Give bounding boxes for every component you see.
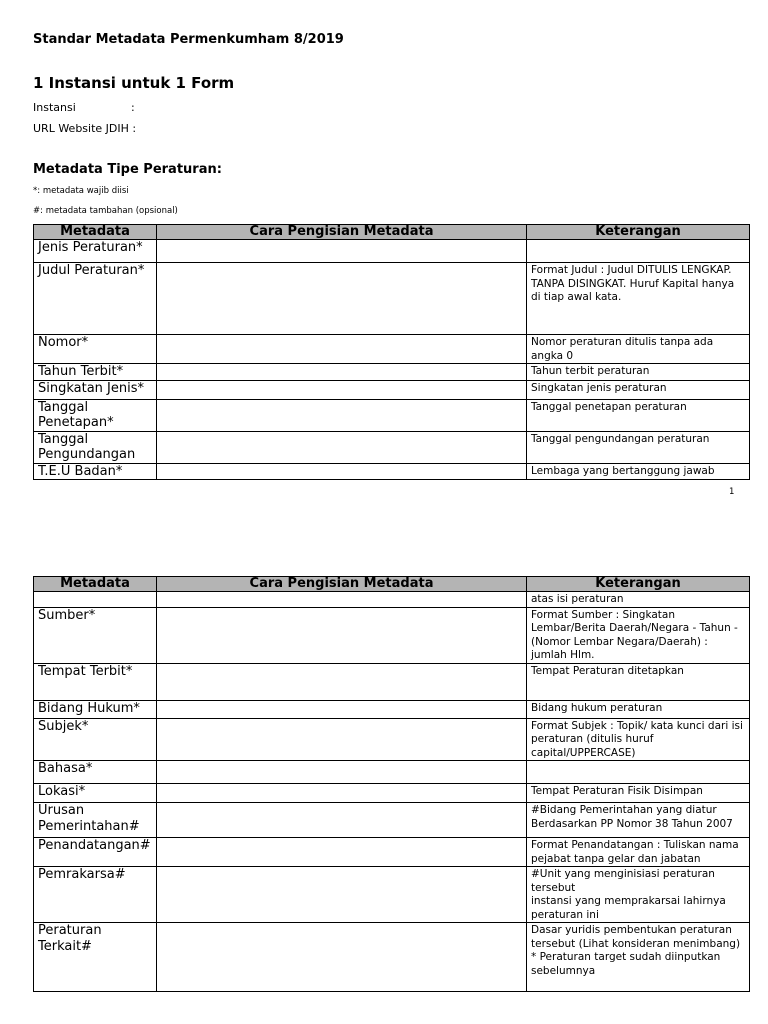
table-row <box>34 240 750 263</box>
keterangan-cell: Lembaga yang bertanggung jawab <box>527 463 750 480</box>
cara-pengisian-cell[interactable] <box>157 399 527 431</box>
keterangan-cell: Tempat Peraturan Fisik Disimpan <box>527 784 750 803</box>
metadata-cell: Nomor* <box>34 335 157 364</box>
metadata-cell: Pemrakarsa# <box>34 867 157 923</box>
url-field <box>33 122 136 135</box>
url-label: URL Website JDIH <box>33 122 129 135</box>
keterangan-cell: Tahun terbit peraturan <box>527 364 750 381</box>
table-header-row <box>34 225 750 240</box>
table-header-row <box>34 577 750 592</box>
keterangan-cell: Tempat Peraturan ditetapkan <box>527 663 750 700</box>
metadata-cell: Peraturan Terkait# <box>34 923 157 992</box>
header-metadata: Metadata <box>34 577 157 592</box>
metadata-cell: Bahasa* <box>34 761 157 784</box>
url-separator: : <box>132 122 137 135</box>
cara-pengisian-cell[interactable] <box>157 463 527 480</box>
header-cara-pengisian: Cara Pengisian Metadata <box>157 577 527 592</box>
metadata-cell: Tahun Terbit* <box>34 364 157 381</box>
section-title: 1 Instansi untuk 1 Form <box>33 74 235 92</box>
header-metadata: Metadata <box>34 225 157 240</box>
cara-pengisian-cell[interactable] <box>157 838 527 867</box>
table-row <box>34 399 750 431</box>
metadata-cell: Tanggal Pengundangan <box>34 431 157 463</box>
table-row <box>34 592 750 608</box>
header-cara-pengisian: Cara Pengisian Metadata <box>157 225 527 240</box>
keterangan-cell: Format Judul : Judul DITULIS LENGKAP. TANPA DISINGKAT. Huruf Kapital hanya di tiap awal kata. <box>527 263 750 335</box>
keterangan-cell: #Unit yang menginisiasi peraturan tersebut instansi yang memprakarsai lahirnya peraturan ini <box>527 867 750 923</box>
metadata-cell: Tempat Terbit* <box>34 663 157 700</box>
cara-pengisian-cell[interactable] <box>157 380 527 399</box>
keterangan-cell: Format Sumber : Singkatan Lembar/Berita Daerah/Negara - Tahun - (Nomor Lembar Negara/Daerah) : jumlah Hlm. <box>527 607 750 663</box>
table-row <box>34 431 750 463</box>
metadata-table-page2 <box>33 576 750 992</box>
metadata-cell: T.E.U Badan* <box>34 463 157 480</box>
table-row <box>34 380 750 399</box>
cara-pengisian-cell[interactable] <box>157 364 527 381</box>
metadata-cell: Singkatan Jenis* <box>34 380 157 399</box>
keterangan-cell: Format Subjek : Topik/ kata kunci dari isi peraturan (ditulis huruf capital/UPPERCASE) <box>527 718 750 761</box>
header-keterangan: Keterangan <box>527 577 750 592</box>
cara-pengisian-cell[interactable] <box>157 263 527 335</box>
note-optional: #: metadata tambahan (opsional) <box>33 206 178 216</box>
keterangan-cell: Nomor peraturan ditulis tanpa ada angka 0 <box>527 335 750 364</box>
table-row <box>34 718 750 761</box>
table-row <box>34 867 750 923</box>
keterangan-cell: Tanggal penetapan peraturan <box>527 399 750 431</box>
subsection-title: Metadata Tipe Peraturan: <box>33 162 222 177</box>
table-row <box>34 463 750 480</box>
metadata-cell: Penandatangan# <box>34 838 157 867</box>
cara-pengisian-cell[interactable] <box>157 784 527 803</box>
cara-pengisian-cell[interactable] <box>157 923 527 992</box>
table-row <box>34 607 750 663</box>
document-title: Standar Metadata Permenkumham 8/2019 <box>33 32 344 47</box>
table-row <box>34 803 750 838</box>
cara-pengisian-cell[interactable] <box>157 431 527 463</box>
cara-pengisian-cell[interactable] <box>157 761 527 784</box>
table-row <box>34 838 750 867</box>
instansi-label: Instansi <box>33 101 76 114</box>
cara-pengisian-cell[interactable] <box>157 335 527 364</box>
instansi-field <box>33 101 135 114</box>
header-keterangan: Keterangan <box>527 225 750 240</box>
keterangan-cell <box>527 240 750 263</box>
keterangan-cell: Tanggal pengundangan peraturan <box>527 431 750 463</box>
metadata-cell: Jenis Peraturan* <box>34 240 157 263</box>
cara-pengisian-cell[interactable] <box>157 867 527 923</box>
table-row <box>34 663 750 700</box>
instansi-separator: : <box>131 101 135 114</box>
keterangan-cell <box>527 761 750 784</box>
cara-pengisian-cell[interactable] <box>157 700 527 718</box>
metadata-cell <box>34 592 157 608</box>
table-row <box>34 761 750 784</box>
keterangan-cell: Dasar yuridis pembentukan peraturan tersebut (Lihat konsideran menimbang) * Peraturan target sudah diinputkan sebelumnya <box>527 923 750 992</box>
metadata-cell: Tanggal Penetapan* <box>34 399 157 431</box>
metadata-cell: Sumber* <box>34 607 157 663</box>
cara-pengisian-cell[interactable] <box>157 607 527 663</box>
page-number: 1 <box>729 487 735 497</box>
cara-pengisian-cell[interactable] <box>157 240 527 263</box>
table-row <box>34 700 750 718</box>
metadata-cell: Urusan Pemerintahan# <box>34 803 157 838</box>
table-row <box>34 335 750 364</box>
metadata-cell: Judul Peraturan* <box>34 263 157 335</box>
metadata-table-page1 <box>33 224 750 480</box>
keterangan-cell: Singkatan jenis peraturan <box>527 380 750 399</box>
keterangan-cell: Bidang hukum peraturan <box>527 700 750 718</box>
table-row <box>34 263 750 335</box>
keterangan-cell: #Bidang Pemerintahan yang diatur Berdasarkan PP Nomor 38 Tahun 2007 <box>527 803 750 838</box>
table-row <box>34 784 750 803</box>
cara-pengisian-cell[interactable] <box>157 718 527 761</box>
table-row <box>34 923 750 992</box>
metadata-cell: Lokasi* <box>34 784 157 803</box>
metadata-cell: Subjek* <box>34 718 157 761</box>
cara-pengisian-cell[interactable] <box>157 663 527 700</box>
cara-pengisian-cell[interactable] <box>157 803 527 838</box>
table-row <box>34 364 750 381</box>
cara-pengisian-cell[interactable] <box>157 592 527 608</box>
note-mandatory: *: metadata wajib diisi <box>33 186 129 196</box>
keterangan-cell: atas isi peraturan <box>527 592 750 608</box>
keterangan-cell: Format Penandatangan : Tuliskan nama pejabat tanpa gelar dan jabatan <box>527 838 750 867</box>
metadata-cell: Bidang Hukum* <box>34 700 157 718</box>
